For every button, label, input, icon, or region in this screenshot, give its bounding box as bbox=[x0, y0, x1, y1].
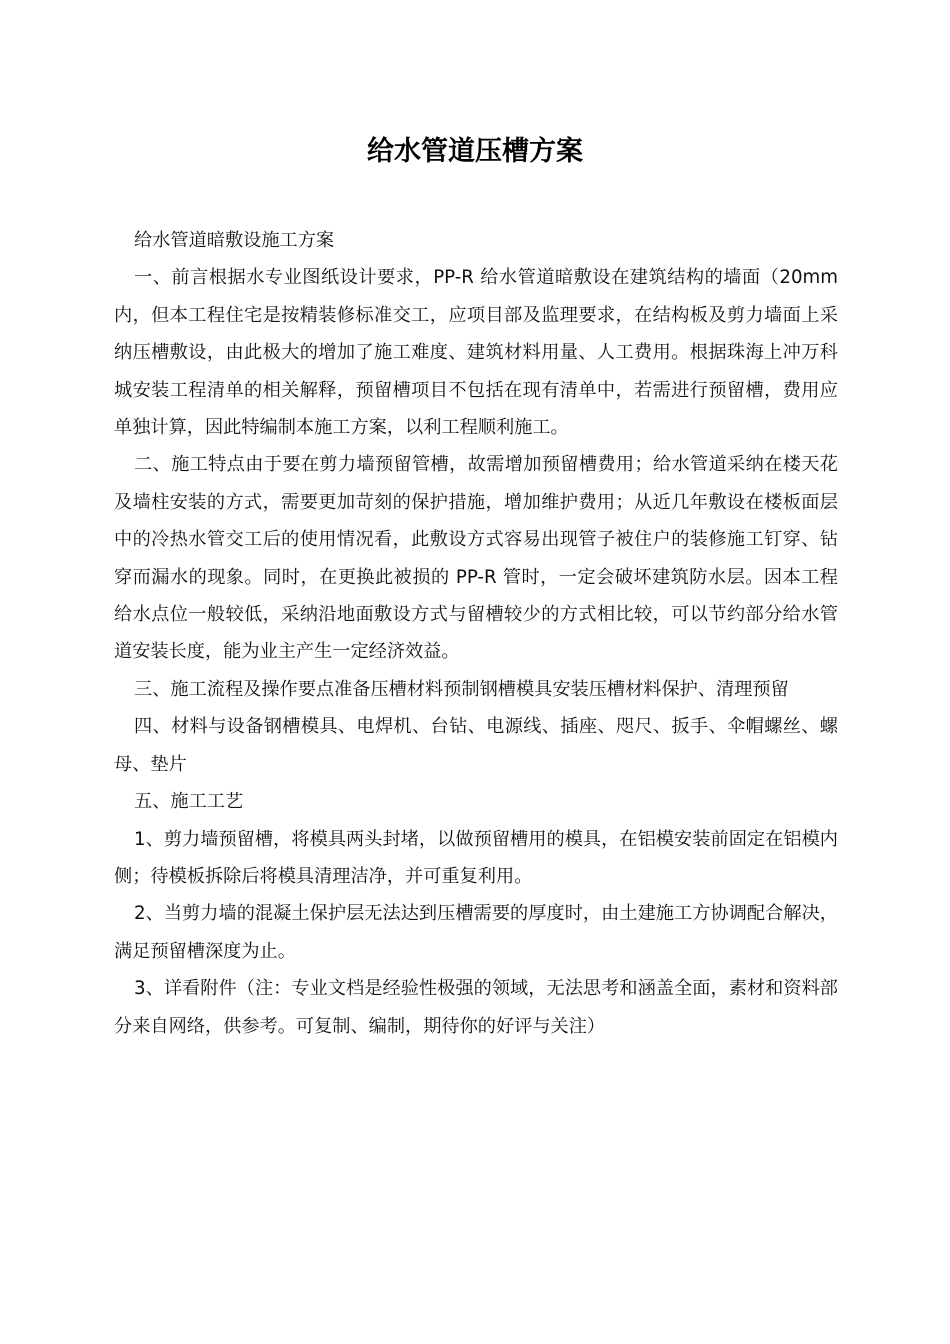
paragraph-materials: 四、材料与设备钢槽模具、电焊机、台钻、电源线、插座、咫尺、扳手、伞帽螺丝、螺母、垫片 bbox=[114, 716, 838, 775]
paragraph-step-3: 3、详看附件（注：专业文档是经验性极强的领域，无法思考和涵盖全面，素材和资料部分来自网络，供参考。可复制、编制，期待你的好评与关注） bbox=[114, 978, 838, 1037]
paragraph-features: 二、施工特点由于要在剪力墙预留管槽，故需增加预留槽费用；给水管道采纳在楼天花及墙柱安装的方式，需要更加苛刻的保护措施，增加维护费用；从近几年敷设在楼板面层中的冷热水管交工后的使用情况看，此敷设方式容易出现管子被住户的装修施工钉穿、钻穿而漏水的现象。同时，在更换此被损的 PP-R 管时，一定会破坏建筑防水层。因本工程给水点位一般较低，采纳沿地面敷设方式与留槽较少的方式相比较，可以节约部分给水管道安装长度，能为业主产生一定经济效益。 bbox=[114, 454, 838, 663]
paragraph-craft-heading: 五、施工工艺 bbox=[134, 791, 244, 813]
paragraph-step-1: 1、剪力墙预留槽，将模具两头封堵，以做预留槽用的模具，在铝模安装前固定在铝模内侧；待模板拆除后将模具清理洁净，并可重复利用。 bbox=[114, 828, 838, 887]
document-title: 给水管道压槽方案 bbox=[367, 136, 583, 167]
paragraph-step-2: 2、当剪力墙的混凝土保护层无法达到压槽需要的厚度时，由土建施工方协调配合解决，满足预留槽深度为止。 bbox=[114, 903, 838, 962]
document-body bbox=[114, 222, 838, 1045]
document-subtitle: 给水管道暗敷设施工方案 bbox=[134, 230, 335, 251]
paragraph-process: 三、施工流程及操作要点准备压槽材料预制钢槽模具安装压槽材料保护、清理预留 bbox=[134, 678, 789, 700]
paragraph-preface: 一、前言根据水专业图纸设计要求，PP-R 给水管道暗敷设在建筑结构的墙面（20mm 内，但本工程住宅是按精装修标准交工，应项目部及监理要求，在结构板及剪力墙面上采纳压槽敷设，由此极大的增加了施工难度、建筑材料用量、人工费用。根据珠海上冲万科城安装工程清单的相关解释，预留槽项目不包括在现有清单中，若需进行预留槽，费用应单独计算，因此特编制本施工方案，以利工程顺利施工。 bbox=[114, 267, 838, 439]
